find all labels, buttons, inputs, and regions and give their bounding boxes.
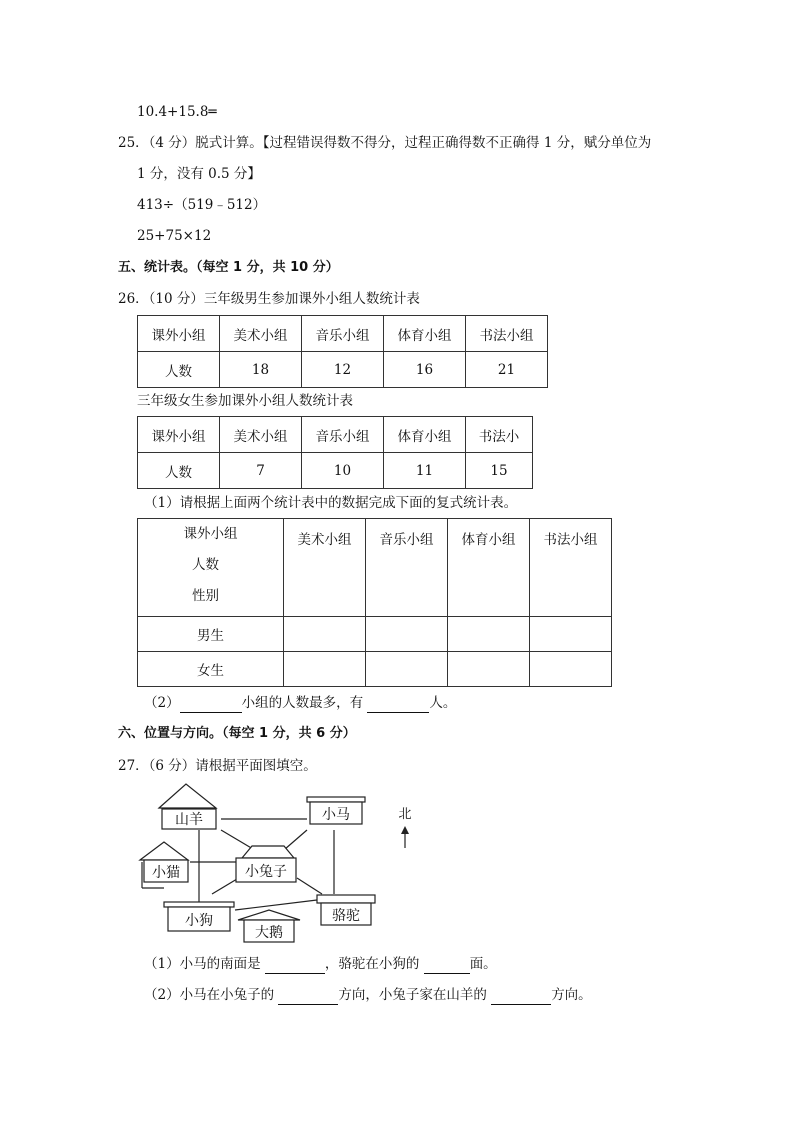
goose-house-icon — [238, 910, 300, 942]
boys-table-cell: 12 — [302, 352, 384, 388]
boys-table-header: 课外小组 — [138, 316, 220, 352]
horse-label: 小马 — [322, 807, 350, 823]
section-6-heading: 六、位置与方向。（每空 1 分，共 6 分） — [118, 726, 356, 741]
q27-sub1-middle: ，骆驼在小狗的 — [324, 956, 420, 972]
q27-sub1-prefix: （1）小马的南面是 — [144, 956, 261, 972]
girls-table-cell: 11 — [384, 453, 466, 489]
goat-label: 山羊 — [175, 812, 203, 828]
combined-table-row-label: 女生 — [138, 652, 284, 687]
floor-plan-map — [132, 782, 432, 947]
boys-table-cell: 16 — [384, 352, 466, 388]
q27-sub1-suffix: 面。 — [469, 956, 497, 972]
combined-table-header — [284, 519, 366, 617]
corner-label-group: 课外小组 — [183, 526, 238, 542]
q27-sub2-middle: 方向，小兔子家在山羊的 — [338, 987, 487, 1003]
girls-table-title: 三年级女生参加课外小组人数统计表 — [137, 393, 353, 409]
combined-table-header — [448, 519, 530, 617]
boys-table-cell: 18 — [220, 352, 302, 388]
q26-sub2-middle: 小组的人数最多，有 — [241, 695, 364, 711]
answer-blank[interactable] — [180, 694, 242, 713]
girls-table-header: 美术小组 — [220, 417, 302, 453]
combined-table-input-cell[interactable] — [284, 652, 366, 687]
combined-table-input-cell[interactable] — [366, 617, 448, 652]
rabbit-label: 小兔子 — [245, 864, 287, 880]
boys-table-cell: 21 — [466, 352, 548, 388]
combined-table-header-text: 音乐小组 — [379, 532, 434, 548]
girls-table — [137, 416, 533, 489]
camel-house-icon — [317, 895, 375, 925]
answer-blank[interactable] — [424, 955, 470, 974]
boys-table-header: 体育小组 — [384, 316, 466, 352]
q25-expression-1: 413÷（519﹣512） — [137, 197, 267, 213]
q26-sub2 — [144, 694, 456, 713]
girls-table-header: 体育小组 — [384, 417, 466, 453]
combined-table-input-cell[interactable] — [448, 652, 530, 687]
combined-table-header — [366, 519, 448, 617]
combined-table-row-label: 男生 — [138, 617, 284, 652]
horse-house-icon — [307, 797, 365, 824]
combined-table-header-text: 美术小组 — [297, 532, 352, 548]
q27-sub2 — [144, 986, 592, 1005]
q26-sub2-suffix: 人。 — [429, 695, 457, 711]
girls-table-cell: 7 — [220, 453, 302, 489]
dog-house-icon — [164, 902, 234, 931]
q25-line2: 1 分，没有 0.5 分】 — [137, 166, 261, 182]
q26-sub2-prefix: （2） — [144, 695, 180, 711]
combined-table-input-cell[interactable] — [448, 617, 530, 652]
cat-label: 小猫 — [152, 865, 180, 881]
q27-sub2-suffix: 方向。 — [551, 987, 592, 1003]
q27-sub2-prefix: （2）小马在小兔子的 — [144, 987, 275, 1003]
girls-table-header: 音乐小组 — [302, 417, 384, 453]
camel-label: 骆驼 — [332, 908, 360, 924]
q26-sub1: （1）请根据上面两个统计表中的数据完成下面的复式统计表。 — [144, 495, 518, 511]
combined-table-corner — [138, 519, 284, 617]
boys-table — [137, 315, 548, 388]
combined-table — [137, 518, 612, 687]
section-5-heading: 五、统计表。（每空 1 分，共 10 分） — [118, 260, 339, 275]
combined-table-header — [530, 519, 612, 617]
girls-table-header: 书法小 — [466, 417, 533, 453]
combined-table-input-cell[interactable] — [530, 652, 612, 687]
boys-table-header: 书法小组 — [466, 316, 548, 352]
answer-blank[interactable] — [278, 986, 338, 1005]
girls-table-cell: 人数 — [138, 453, 220, 489]
combined-table-input-cell[interactable] — [284, 617, 366, 652]
boys-table-cell: 人数 — [138, 352, 220, 388]
goat-house-icon — [159, 784, 216, 829]
boys-table-header: 音乐小组 — [302, 316, 384, 352]
dog-label: 小狗 — [185, 913, 213, 929]
cat-house-icon — [140, 842, 188, 882]
rabbit-house-icon — [236, 846, 296, 882]
boys-table-header: 美术小组 — [220, 316, 302, 352]
answer-blank[interactable] — [491, 986, 551, 1005]
answer-blank[interactable] — [367, 694, 429, 713]
q25-line1: 25．（4 分）脱式计算。【过程错误得数不得分，过程正确得数不正确得 1 分，赋分单位为 — [118, 135, 652, 151]
girls-table-header: 课外小组 — [138, 417, 220, 453]
corner-label-count: 人数 — [192, 557, 219, 573]
combined-table-input-cell[interactable] — [530, 617, 612, 652]
combined-table-header-text: 体育小组 — [461, 532, 516, 548]
q27-sub1 — [144, 955, 497, 974]
answer-blank[interactable] — [265, 955, 325, 974]
corner-label-gender: 性别 — [192, 588, 219, 604]
goose-label: 大鹅 — [255, 925, 283, 941]
q24-expression: 10.4+15.8═ — [137, 104, 217, 120]
combined-table-header-text: 书法小组 — [543, 532, 598, 548]
north-arrow-icon — [398, 807, 411, 848]
q27-title: 27．（6 分）请根据平面图填空。 — [118, 758, 317, 774]
north-label: 北 — [398, 807, 412, 822]
girls-table-cell: 10 — [302, 453, 384, 489]
q26-title: 26．（10 分）三年级男生参加课外小组人数统计表 — [118, 291, 420, 307]
combined-table-input-cell[interactable] — [366, 652, 448, 687]
girls-table-cell: 15 — [466, 453, 533, 489]
q25-expression-2: 25+75×12 — [137, 228, 212, 244]
